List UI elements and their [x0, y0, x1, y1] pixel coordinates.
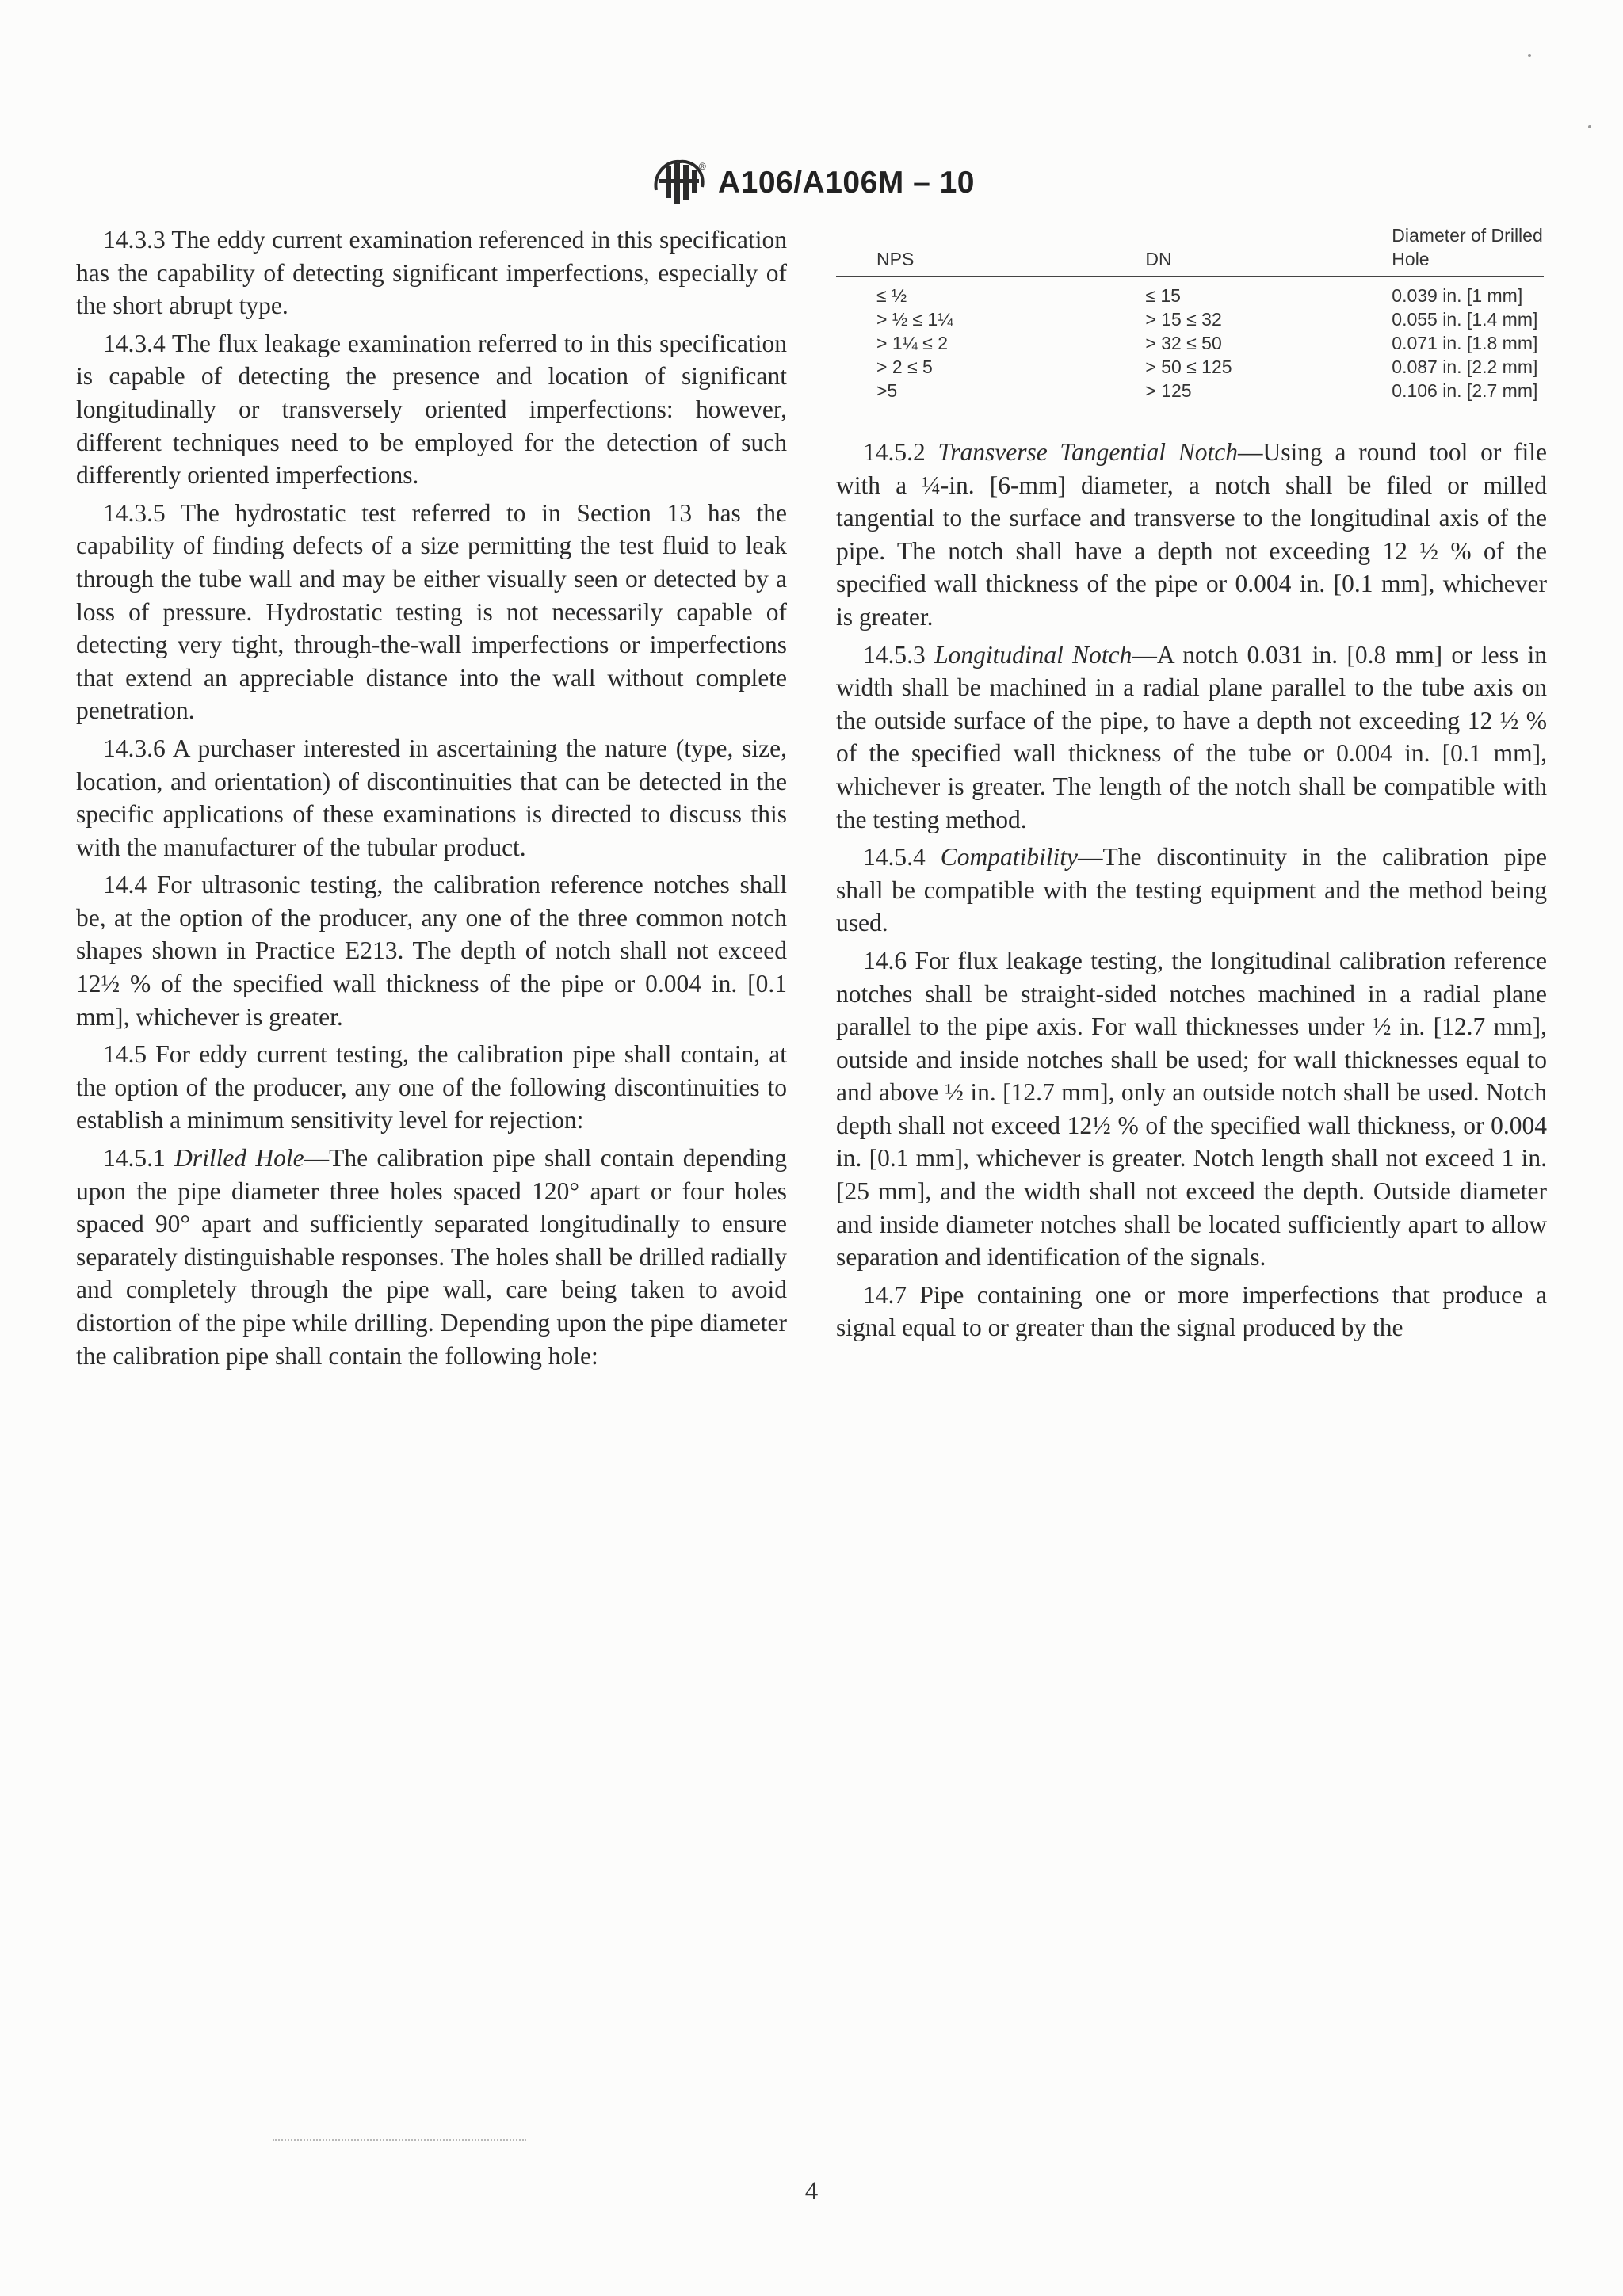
- cell-dn: > 50 ≤ 125: [1145, 357, 1232, 377]
- cell-nps: > 2 ≤ 5: [876, 357, 933, 377]
- paragraph-title: Longitudinal Notch: [934, 640, 1132, 669]
- astm-logo-icon: [648, 155, 712, 211]
- paragraph-body: —Using a round tool or file with a ¼-in. [6-mm] diameter, a notch shall be filed or milled tangential to the surface and transverse to the longitudinal axis of the pipe. The notch shall have a depth not exceeding 12 ½ % of the specified wall thickness of the pipe or 0.004 in. [0.1 mm], whichever is greater.: [836, 438, 1548, 631]
- paragraph-body: —A notch 0.031 in. [0.8 mm] or less in width shall be machined in a radial plane parallel to the tube axis on the outside surface of the pipe, to have a depth not exceeding 12 ½ % of the specified wall thickness of the tube or 0.004 in. [0.1 mm], whichever is greater. The length of the notch shall be compatible with the testing method.: [836, 640, 1547, 833]
- paragraph-number: 14.5.2: [863, 438, 926, 466]
- table-row: [836, 331, 1544, 355]
- table-row: [836, 277, 1544, 307]
- cell-diameter: 0.087 in. [2.2 mm]: [1392, 357, 1538, 377]
- cell-diameter: 0.106 in. [2.7 mm]: [1392, 380, 1538, 401]
- header-hole-diameter: Diameter of Drilled Hole: [1392, 223, 1544, 277]
- drilled-hole-table: [836, 223, 1544, 402]
- paragraph-14-3-5: 14.3.5 The hydrostatic test referred to in Section 13 has the capability of finding defects of a size permitting the test fluid to leak through the tube wall and may be either visually seen or detected by a loss of pressure. Hydrostatic testing is not necessarily capable of detecting very tight, through-the-wall imperfections or imperfections that extend an appreciable distance into the wall without complete penetration.: [76, 498, 787, 725]
- left-column: [76, 223, 787, 1377]
- page-header: [0, 155, 1623, 211]
- scan-artifact: [273, 2139, 526, 2144]
- cell-dn: ≤ 15: [1145, 285, 1181, 306]
- standard-designation: A106/A106M – 10: [717, 166, 976, 200]
- cell-nps: >5: [876, 380, 898, 401]
- cell-diameter: 0.071 in. [1.8 mm]: [1392, 333, 1538, 353]
- paragraph-title: Transverse Tangential Notch: [938, 438, 1239, 466]
- cell-dn: > 32 ≤ 50: [1145, 333, 1222, 353]
- scan-speck: [1528, 54, 1531, 57]
- paragraph-14-3-4: 14.3.4 The flux leakage examination referred to in this specification is capable of detecting the presence and location of significant longitudinally or transversely oriented imperfections: however, different techniques need to be employed for the detection of such differently oriented imperfections.: [76, 329, 787, 490]
- paragraph-title: Compatibility: [940, 843, 1079, 871]
- paragraph-body: —The discontinuity in the calibration pipe shall be compatible with the testing equipment and the method being used.: [836, 843, 1548, 937]
- paragraph-14-3-6: 14.3.6 A purchaser interested in ascertaining the nature (type, size, location, and orientation) of discontinuities that can be detected in the specific applications of these examinations is directed to discuss this with the manufacturer of the tubular product.: [76, 734, 787, 861]
- right-column: [836, 223, 1547, 1349]
- paragraph-body: —The calibration pipe shall contain depending upon the pipe diameter three holes spaced 120° apart or four holes spaced 90° apart and sufficiently separated longitudinally to ensure separately distinguishable responses. The holes shall be drilled radially and completely through the pipe wall, care being taken to avoid distortion of the pipe while drilling. Depending upon the pipe diameter the calibration pipe shall contain the following hole:: [76, 1144, 787, 1370]
- cell-nps: > 1¼ ≤ 2: [876, 333, 948, 353]
- paragraph-14-5-1: [76, 1142, 787, 1372]
- paragraph-title: Drilled Hole: [174, 1144, 304, 1173]
- header-dn: DN: [1105, 223, 1392, 277]
- table-row: [836, 379, 1544, 402]
- cell-nps: > ½ ≤ 1¼: [876, 309, 953, 330]
- header-nps: NPS: [836, 223, 1105, 277]
- page-number: 4: [804, 2177, 819, 2206]
- table-row: [836, 307, 1544, 331]
- paragraph-14-5-3: [836, 639, 1547, 837]
- paragraph-14-5-4: [836, 841, 1547, 940]
- table-header-row: [836, 223, 1544, 277]
- cell-nps: ≤ ½: [876, 285, 907, 306]
- paragraph-14-4: 14.4 For ultrasonic testing, the calibration reference notches shall be, at the option of the producer, any one of the three common notch shapes shown in Practice E213. The depth of notch shall not exceed 12½ % of the specified wall thickness of the pipe or 0.004 in. [0.1 mm], whichever is greater.: [76, 871, 787, 1031]
- cell-diameter: 0.055 in. [1.4 mm]: [1392, 309, 1538, 330]
- paragraph-number: 14.5.4: [863, 843, 926, 871]
- cell-dn: > 15 ≤ 32: [1145, 309, 1222, 330]
- table-row: [836, 355, 1544, 379]
- paragraph-number: 14.5.1: [103, 1144, 166, 1173]
- svg-text:®: ®: [698, 161, 706, 172]
- paragraph-14-5-2: [836, 436, 1547, 634]
- paragraph-number: 14.5.3: [863, 640, 926, 669]
- cell-dn: > 125: [1145, 380, 1192, 401]
- paragraph-14-5: 14.5 For eddy current testing, the calibration pipe shall contain, at the option of the producer, any one of the following discontinuities to establish a minimum sensitivity level for rejection:: [76, 1040, 787, 1135]
- scan-speck: [1588, 125, 1591, 128]
- paragraph-14-7: 14.7 Pipe containing one or more imperfections that produce a signal equal to or greater than the signal produced by the: [836, 1280, 1547, 1342]
- paragraph-14-6: 14.6 For flux leakage testing, the longitudinal calibration reference notches shall be straight-sided notches machined in a radial plane parallel to the pipe axis. For wall thicknesses under ½ in. [12.7 mm], outside and inside notches shall be used; for wall thicknesses equal to and above ½ in. [12.7 mm], only an outside notch shall be used. Notch depth shall not exceed 12½ % of the specified wall thickness, or 0.004 in. [0.1 mm], whichever is greater. Notch length shall not exceed 1 in. [25 mm], and the width shall not exceed the depth. Outside diameter and inside diameter notches shall be located sufficiently apart to allow separation and identification of the signals.: [836, 946, 1547, 1272]
- paragraph-14-3-3: 14.3.3 The eddy current examination referenced in this specification has the capability of detecting significant imperfections, especially of the short abrupt type.: [76, 226, 787, 320]
- cell-diameter: 0.039 in. [1 mm]: [1392, 285, 1523, 306]
